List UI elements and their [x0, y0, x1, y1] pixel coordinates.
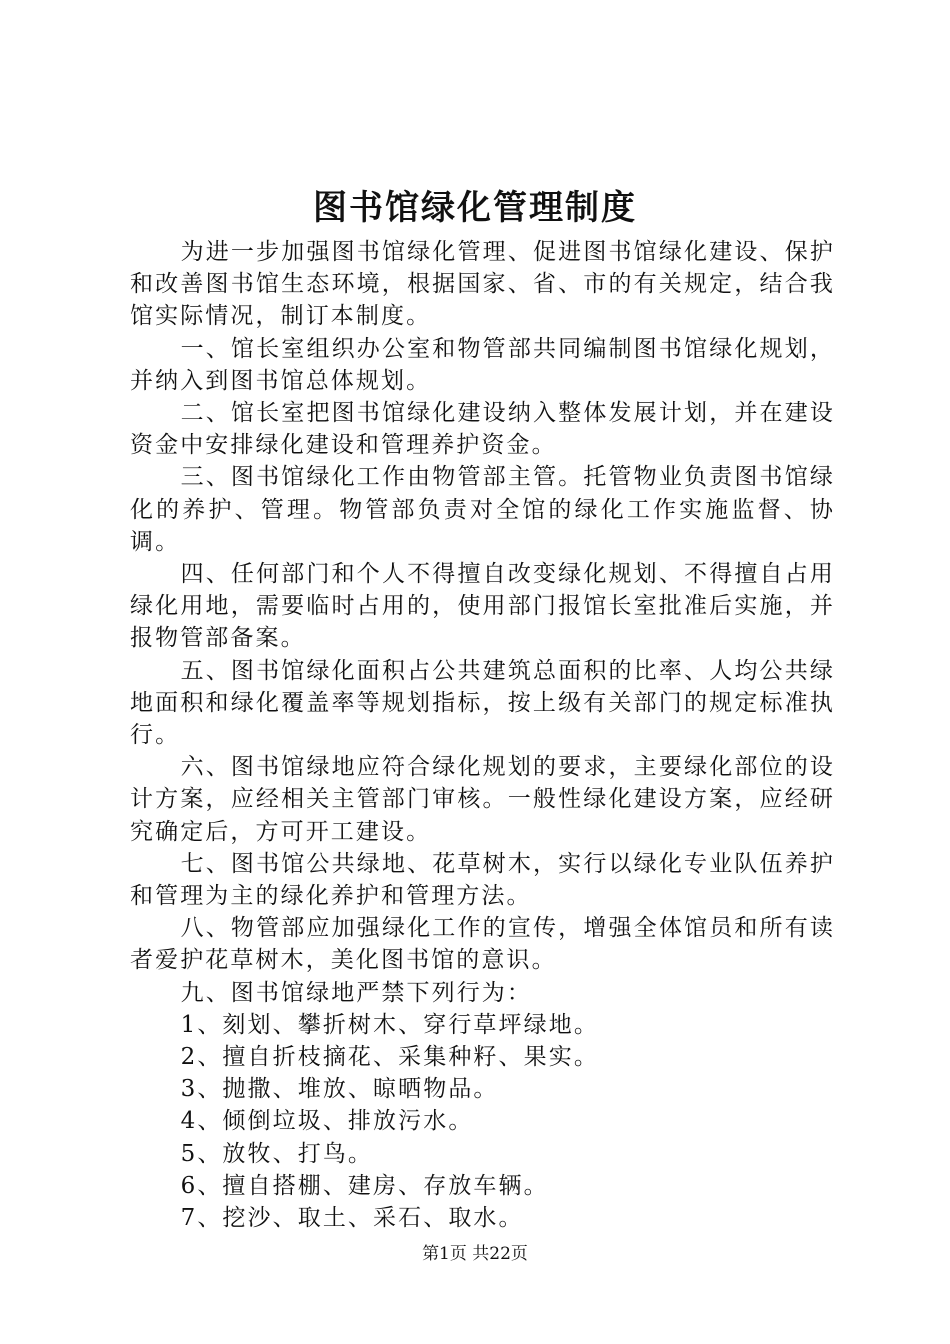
clause-1: 一、馆长室组织办公室和物管部共同编制图书馆绿化规划，并纳入到图书馆总体规划。 — [130, 335, 835, 394]
prohibited-item: 3、抛撒、堆放、晾晒物品。 — [180, 1076, 499, 1103]
clause-8: 八、物管部应加强绿化工作的宣传，增强全体馆员和所有读者爱护花草树木，美化图书馆的意识。 — [130, 915, 835, 974]
clause-4: 四、任何部门和个人不得擅自改变绿化规划、不得擅自占用绿化用地，需要临时占用的，使用部门报馆长室批准后实施，并报物管部备案。 — [130, 561, 835, 652]
page-total: 共22页 — [472, 1244, 528, 1264]
clause-9: 九、图书馆绿地严禁下列行为： — [180, 979, 532, 1006]
intro-paragraph: 为进一步加强图书馆绿化管理、促进图书馆绿化建设、保护和改善图书馆生态环境，根据国家、省、市的有关规定，结合我馆实际情况，制订本制度。 — [130, 239, 835, 330]
prohibited-item: 4、倾倒垃圾、排放污水。 — [180, 1108, 474, 1135]
prohibited-item: 7、挖沙、取土、采石、取水。 — [180, 1205, 524, 1232]
prohibited-item: 5、放牧、打鸟。 — [180, 1140, 374, 1167]
clause-6: 六、图书馆绿地应符合绿化规划的要求，主要绿化部位的设计方案，应经相关主管部门审核。一般性绿化建设方案，应经研究确定后，方可开工建设。 — [130, 754, 835, 845]
document-title: 图书馆绿化管理制度 — [313, 188, 637, 228]
prohibited-item: 2、擅自折枝摘花、采集种籽、果实。 — [180, 1044, 599, 1071]
clause-5: 五、图书馆绿化面积占公共建筑总面积的比率、人均公共绿地面积和绿化覆盖率等规划指标，按上级有关部门的规定标准执行。 — [130, 657, 835, 749]
prohibited-item: 1、刻划、攀折树木、穿行草坪绿地。 — [180, 1011, 599, 1038]
clause-2: 二、馆长室把图书馆绿化建设纳入整体发展计划，并在建设资金中安排绿化建设和管理养护资金。 — [130, 400, 835, 459]
document-body — [130, 236, 835, 1234]
prohibited-item: 6、擅自搭棚、建房、存放车辆。 — [180, 1172, 549, 1199]
page-number: 第1页 — [422, 1244, 467, 1264]
clause-3: 三、图书馆绿化工作由物管部主管。托管物业负责图书馆绿化的养护、管理。物管部负责对全馆的绿化工作实施监督、协调。 — [130, 464, 835, 555]
page-footer — [0, 1242, 950, 1266]
clause-7: 七、图书馆公共绿地、花草树木，实行以绿化专业队伍养护和管理为主的绿化养护和管理方法。 — [130, 850, 835, 910]
